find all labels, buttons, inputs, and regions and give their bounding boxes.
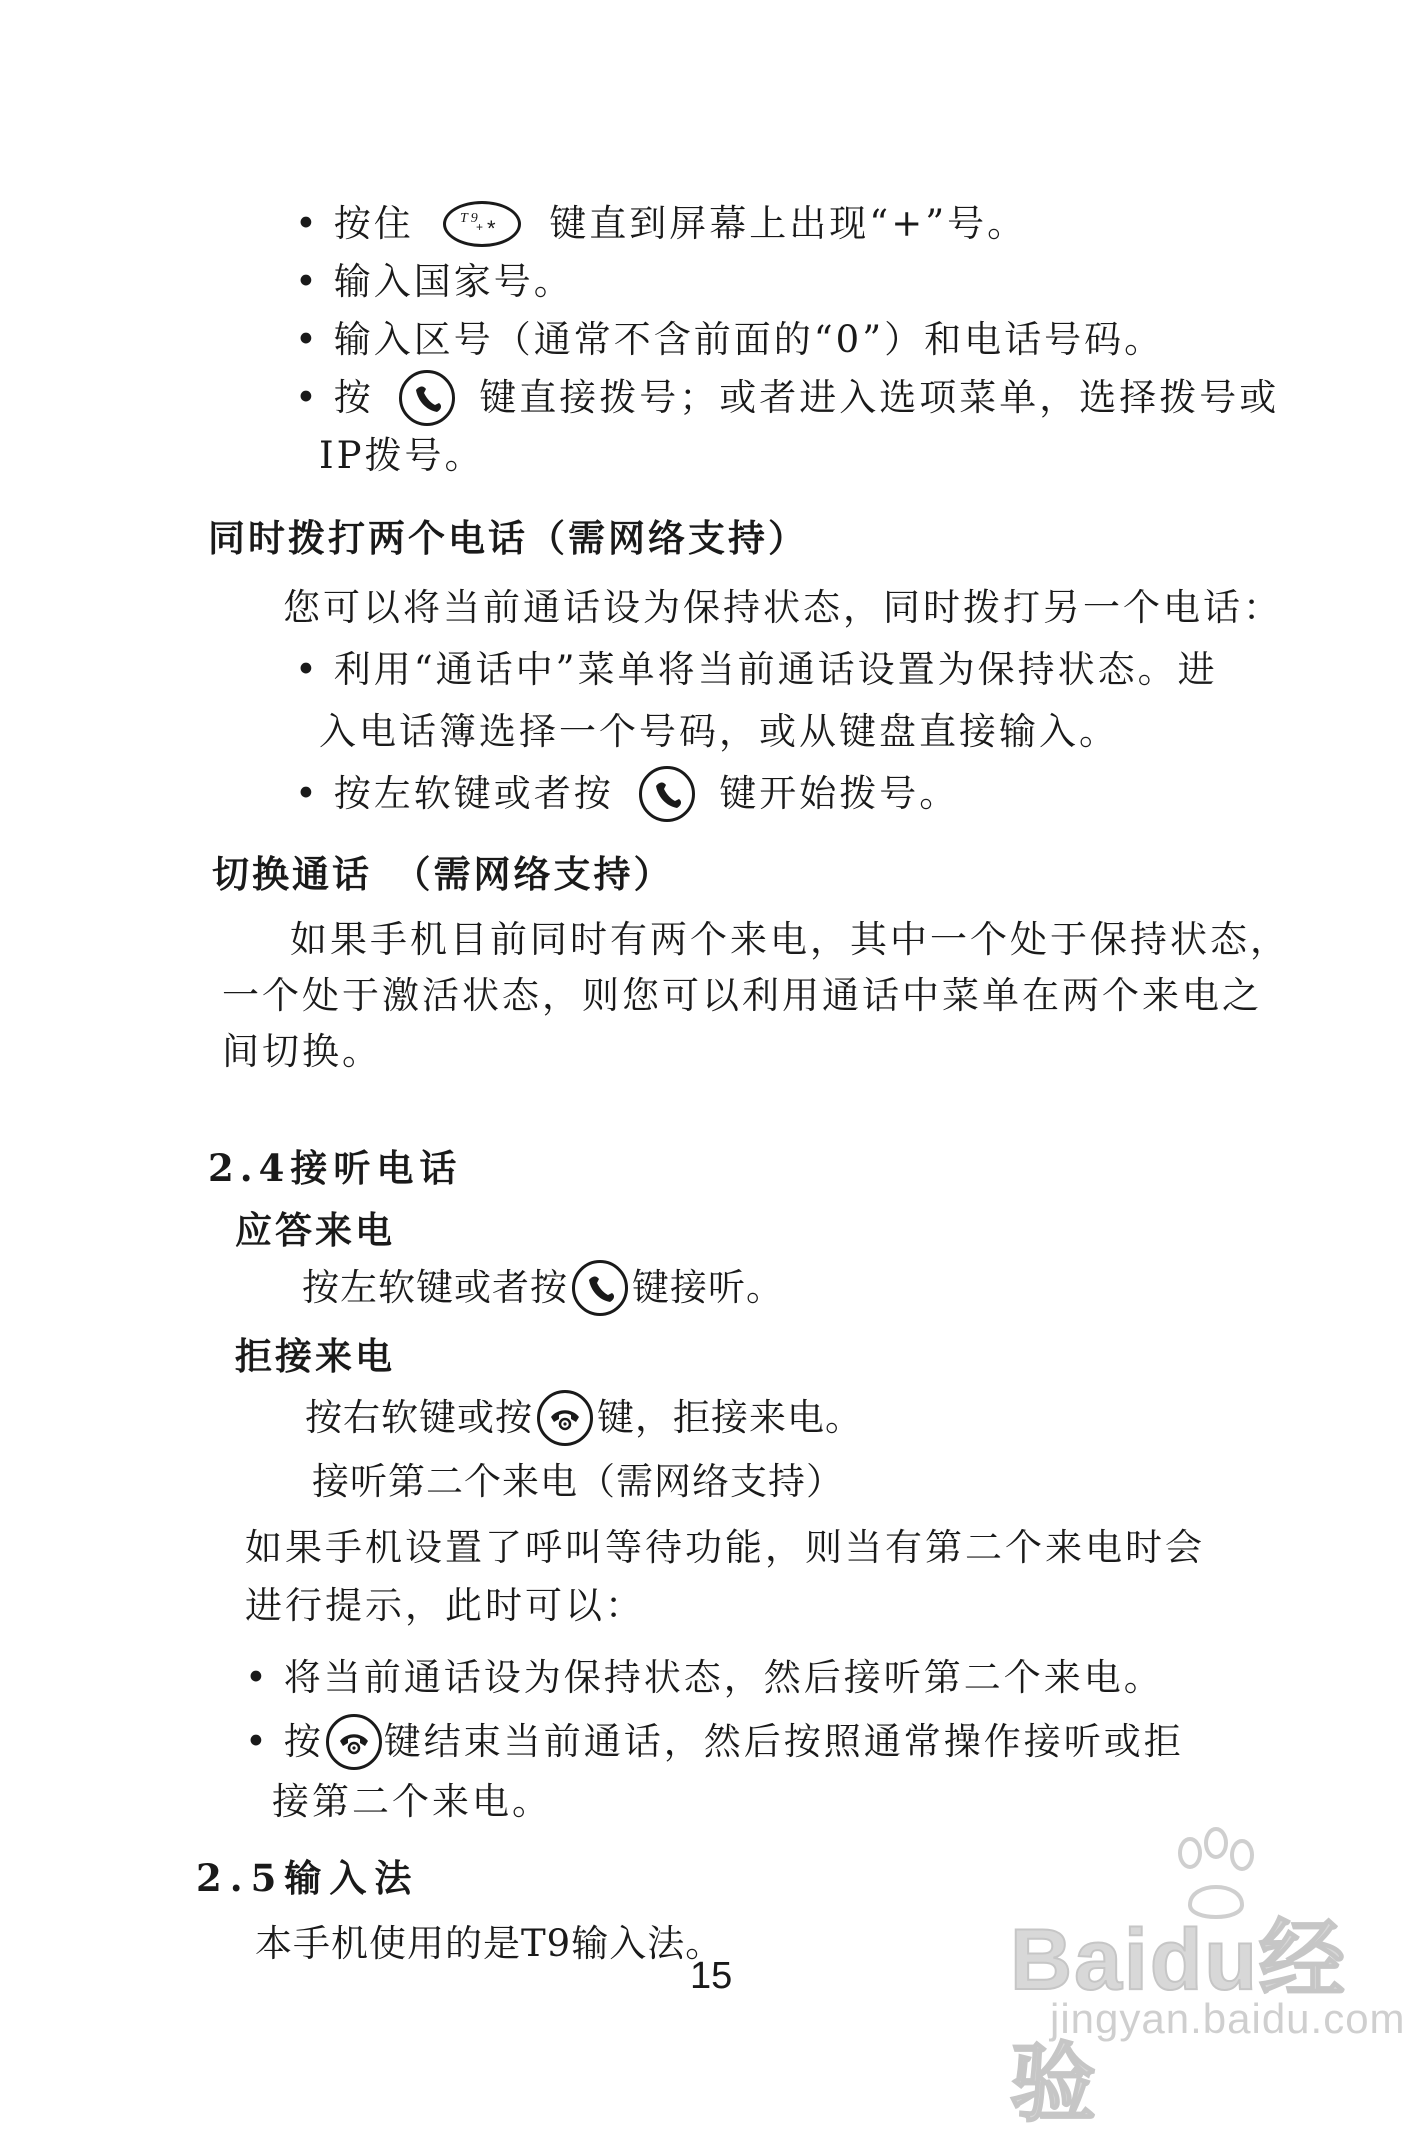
end-call-key-icon [537, 1390, 593, 1446]
text: 键直到屏幕上出现“+”号。 [549, 202, 1028, 245]
text: 输入区号（通常不含前面的“0”）和电话号码。 [333, 318, 1165, 361]
svg-text:*: * [486, 215, 499, 241]
section-heading-2-5: 2.5输入法 [196, 1856, 420, 1900]
paragraph-line: 如果手机设置了呼叫等待功能，则当有第二个来电时会 [245, 1526, 1205, 1569]
text: IP拨号。 [319, 434, 485, 477]
text: 按左软键或者按 [302, 1266, 568, 1309]
bullet-line-hold [295, 644, 1218, 696]
bullet-line-end-current [245, 1716, 1184, 1773]
bullet: • [295, 648, 320, 691]
svg-text:T9: T9 [459, 210, 481, 226]
bullet-line-dial [295, 372, 1279, 429]
call-key-icon [572, 1260, 628, 1316]
bullet-line-plus-sign [295, 198, 1027, 250]
text: 按 [283, 1720, 324, 1763]
paragraph-line: 进行提示，此时可以： [245, 1584, 645, 1627]
text: 键接听。 [632, 1266, 784, 1309]
star-key-icon [443, 201, 521, 247]
text: 按住 [333, 202, 414, 245]
text: 利用“通话中”菜单将当前通话设置为保持状态。进 [333, 648, 1218, 691]
text: 输入国家号。 [333, 260, 574, 303]
text: 按左软键或者按 [333, 772, 614, 815]
bullet: • [295, 202, 320, 245]
paragraph-line: 本手机使用的是T9输入法。 [255, 1922, 724, 1965]
call-key-icon [399, 370, 455, 426]
bullet: • [245, 1656, 270, 1699]
bullet: • [295, 260, 320, 303]
paragraph-line: 一个处于激活状态，则您可以利用通话中菜单在两个来电之 [222, 974, 1262, 1017]
text: 键，拒接来电。 [597, 1396, 863, 1439]
subheading-second-call: 接听第二个来电（需网络支持） [312, 1460, 844, 1503]
section-heading-2-4: 2.4接听电话 [208, 1146, 463, 1190]
paragraph-line: 如果手机目前同时有两个来电，其中一个处于保持状态， [290, 918, 1290, 961]
bullet: • [295, 318, 320, 361]
paragraph-line: 间切换。 [222, 1030, 382, 1073]
watermark-url: jingyan.baidu.com [1050, 1995, 1406, 2042]
answer-instruction [302, 1262, 784, 1319]
bullet-line-area-code [295, 314, 1164, 366]
watermark-brand: Baidu经验 [1010, 1912, 1347, 2132]
watermark [1010, 1835, 1406, 2132]
bullet: • [295, 772, 320, 815]
text: 键开始拨号。 [719, 772, 960, 815]
paragraph-line: 接第二个来电。 [272, 1780, 552, 1823]
text: 键直接拨号；或者进入选项菜单，选择拨号或 [479, 376, 1280, 419]
subheading-reject-call: 拒接来电 [235, 1334, 395, 1378]
bullet: • [245, 1720, 270, 1763]
bullet: • [295, 376, 320, 419]
ip-dial-line [319, 430, 485, 482]
end-call-key-icon [326, 1714, 382, 1770]
text: 按右软键或按 [305, 1396, 533, 1439]
paragraph-line: 您可以将当前通话设为保持状态，同时拨打另一个电话： [283, 586, 1283, 629]
bullet-line-start-dial [295, 768, 959, 825]
svg-text:+: + [475, 219, 486, 234]
bullet-line-hold-answer [245, 1652, 1164, 1704]
bullet-line-country-code [295, 256, 574, 308]
text: 按 [333, 376, 374, 419]
page-number: 15 [690, 1955, 733, 1997]
section-heading-switch-call: 切换通话 （需网络支持） [212, 852, 674, 896]
section-heading-two-calls: 同时拨打两个电话（需网络支持） [208, 516, 808, 560]
text: 键结束当前通话，然后按照通常操作接听或拒 [383, 1720, 1184, 1763]
reject-instruction [305, 1392, 863, 1449]
subheading-answer-call: 应答来电 [235, 1208, 395, 1252]
paragraph-line: 入电话簿选择一个号码，或从键盘直接输入。 [319, 710, 1119, 753]
text: 将当前通话设为保持状态，然后接听第二个来电。 [283, 1656, 1164, 1699]
call-key-icon [639, 766, 695, 822]
